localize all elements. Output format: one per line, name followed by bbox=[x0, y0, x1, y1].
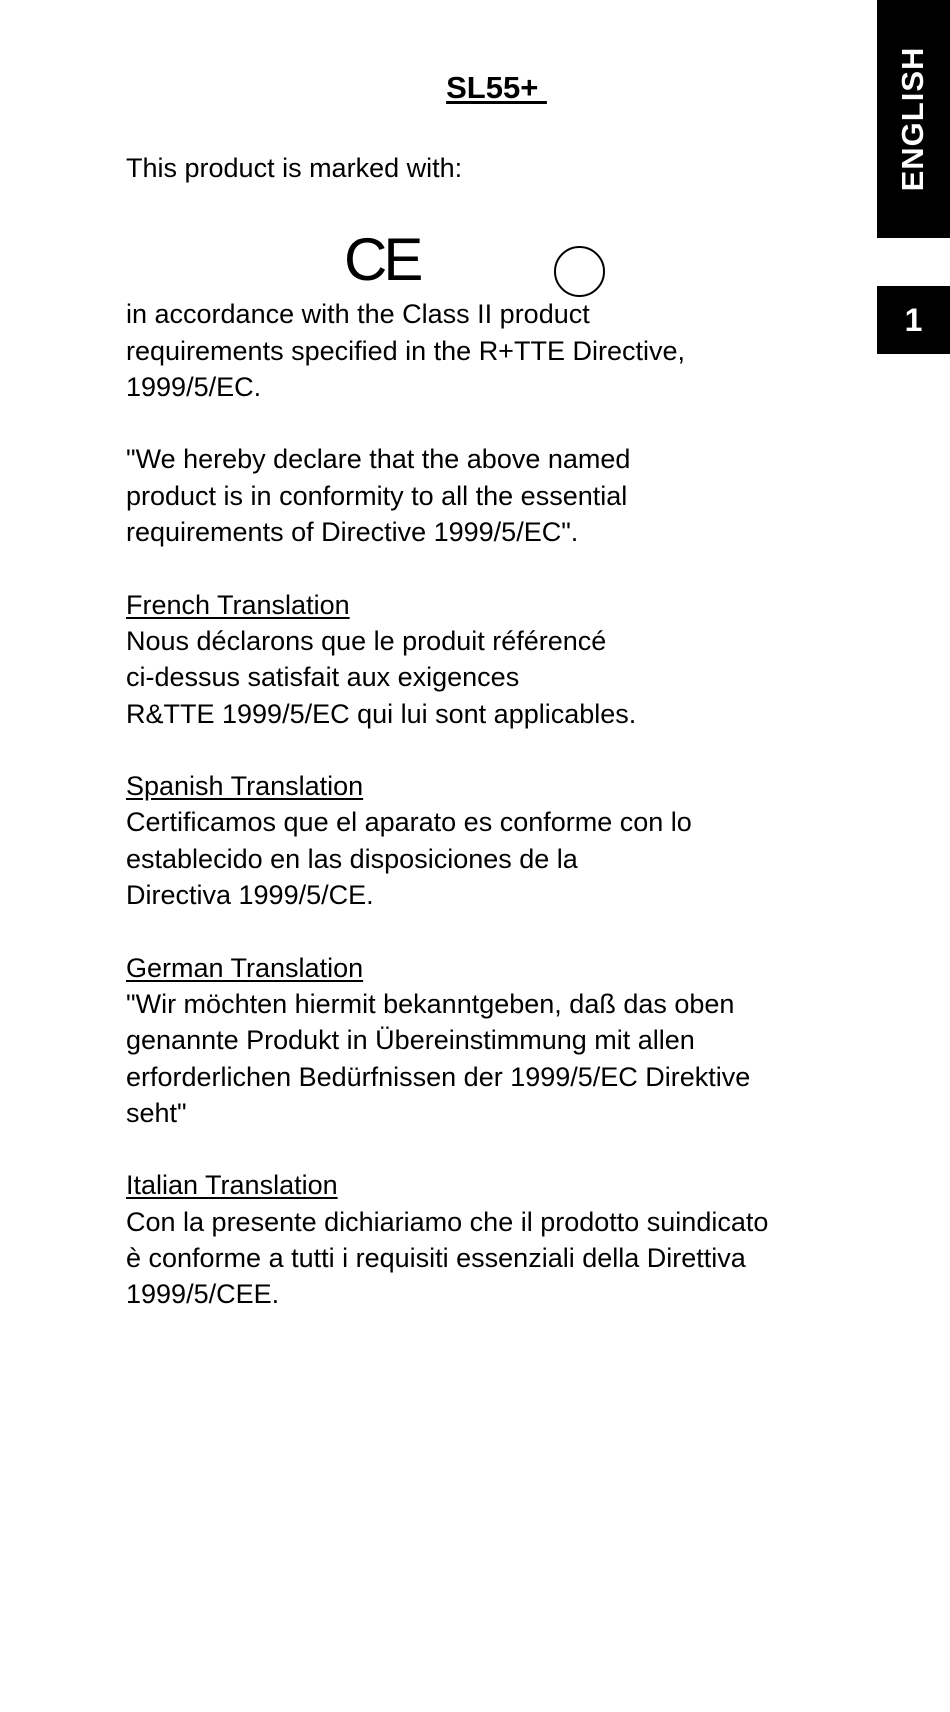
text-line: genannte Produkt in Übereinstimmung mit allen bbox=[126, 1025, 695, 1056]
language-tab-label: ENGLISH bbox=[895, 46, 930, 192]
text-line: requirements of Directive 1999/5/EC". bbox=[126, 517, 579, 548]
text-line: R&TTE 1999/5/EC qui lui sont applicables. bbox=[126, 698, 637, 729]
language-tab bbox=[877, 0, 950, 238]
accordance-paragraph bbox=[126, 296, 866, 405]
text-line: establecido en las disposiciones de la bbox=[126, 843, 578, 874]
page-number-tab: 1 bbox=[877, 286, 950, 354]
text-line: Nous déclarons que le produit référencé bbox=[126, 625, 607, 656]
circle-mark-icon bbox=[554, 246, 605, 297]
document-body bbox=[126, 150, 866, 1313]
german-translation-heading: German Translation bbox=[126, 952, 364, 983]
french-translation-section bbox=[126, 587, 866, 732]
text-line: in accordance with the Class II product bbox=[126, 299, 590, 330]
german-translation-section bbox=[126, 950, 866, 1131]
spanish-translation-heading: Spanish Translation bbox=[126, 771, 364, 802]
text-line: requirements specified in the R+TTE Directive, bbox=[126, 335, 685, 366]
text-line: Certificamos que el aparato es conforme con lo bbox=[126, 807, 692, 838]
compliance-marks bbox=[126, 186, 866, 296]
text-line: 1999/5/CEE. bbox=[126, 1279, 280, 1310]
ce-mark-icon: CE bbox=[344, 226, 420, 294]
text-line: "We hereby declare that the above named bbox=[126, 444, 631, 475]
text-line: "Wir möchten hiermit bekanntgeben, daß das oben bbox=[126, 988, 735, 1019]
text-line: Directiva 1999/5/CE. bbox=[126, 880, 374, 911]
italian-translation-section bbox=[126, 1167, 866, 1312]
text-line: Con la presente dichiariamo che il prodotto suindicato bbox=[126, 1206, 769, 1237]
spanish-translation-section bbox=[126, 768, 866, 913]
text-line: product is in conformity to all the essential bbox=[126, 480, 628, 511]
text-line: 1999/5/EC. bbox=[126, 371, 262, 402]
text-line: ci-dessus satisfait aux exigences bbox=[126, 662, 520, 693]
text-line: è conforme a tutti i requisiti essenziali della Direttiva bbox=[126, 1243, 746, 1274]
intro-text: This product is marked with: bbox=[126, 153, 463, 183]
french-translation-heading: French Translation bbox=[126, 589, 350, 620]
declaration-paragraph bbox=[126, 441, 866, 550]
text-line: erforderlichen Bedürfnissen der 1999/5/EC Direktive bbox=[126, 1061, 751, 1092]
document-title: SL55+ bbox=[446, 70, 547, 105]
italian-translation-heading: Italian Translation bbox=[126, 1170, 338, 1201]
text-line: seht" bbox=[126, 1097, 187, 1128]
